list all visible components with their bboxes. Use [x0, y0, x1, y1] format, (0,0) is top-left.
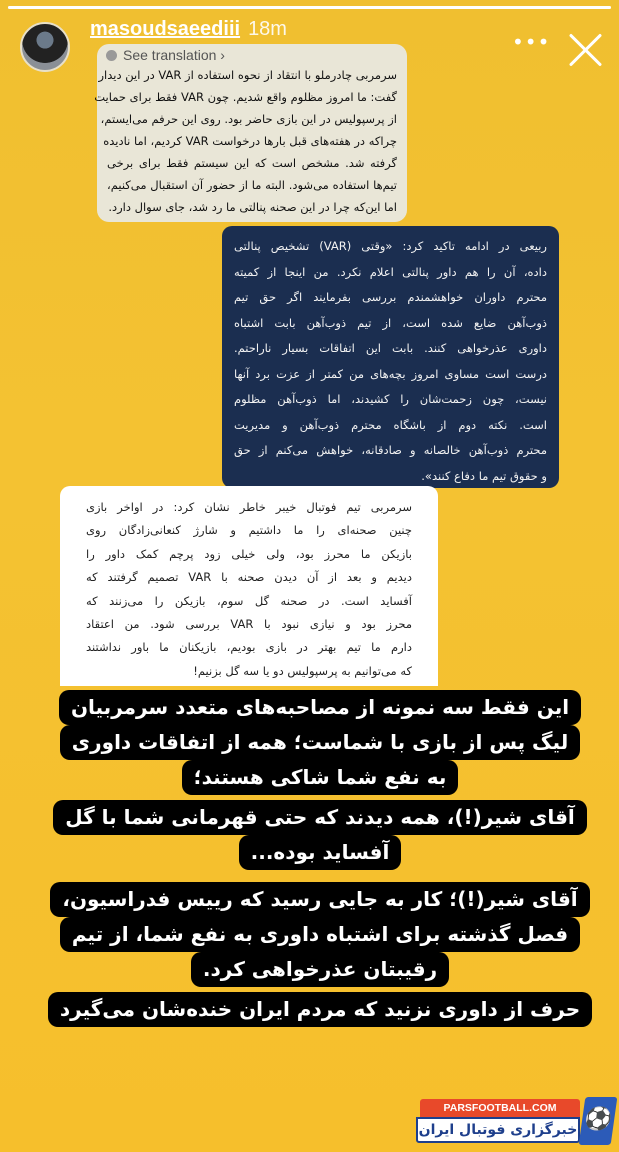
text-line: تیم‌ها استفاده می‌شود. البته ما از حضور آن استقبال می‌کنیم، — [107, 178, 397, 192]
text-line: به نفع شما شاکی هستند؛ — [182, 760, 459, 795]
caption-4 — [40, 992, 600, 1027]
text-line: این فقط سه نمونه از مصاحبه‌های متعدد سرمربیان — [59, 690, 581, 725]
story-time: 18m — [248, 18, 287, 40]
text-line: سرمربی چادرملو با انتقاد از نحوه استفاده از VAR در این دیدار — [98, 68, 397, 82]
text-line: چراکه در هفته‌های قبل بارها درخواست VAR کردیم، اما نادیده — [103, 134, 397, 148]
text-line: حرف از داوری نزنید که مردم ایران خنده‌شان می‌گیرد — [48, 992, 592, 1027]
text-line: آقای شیر(!)؛ کار به جایی رسید که رییس فدراسیون، — [50, 882, 589, 917]
username-link[interactable]: masoudsaeediii — [90, 18, 241, 40]
story-progress-bar — [8, 6, 611, 9]
text-line: که می‌توانیم به پرسپولیس دو یا سه گل بزنیم! — [193, 663, 412, 678]
caption-2 — [40, 800, 600, 870]
text-line: سرمربی تیم فوتبال خیبر خاطر نشان کرد: در اواخر بازی — [86, 500, 412, 514]
text-line: اما این‌که چرا در این صحنه پنالتی ما رد شد، جای سوال دارد. — [108, 200, 397, 214]
see-translation-label: See translation — [123, 47, 217, 63]
watermark-site: PARSFOOTBALL.COM — [420, 1099, 580, 1117]
footballer-icon: ⚽ — [579, 1097, 618, 1145]
see-translation-button[interactable]: See translation › — [106, 46, 225, 64]
text-line: آقای شیر(!)، همه دیدند که حتی قهرمانی شما با گل — [53, 800, 587, 835]
text-line: آفساید است. در صحنه گل سوم، بازیکن را می‌زنند که — [86, 593, 412, 608]
text-line: دارم ما تیم بهتر در بازی بودیم، بازیکنان ما باور نداشتند — [86, 640, 412, 655]
translate-icon — [106, 50, 117, 61]
caption-3 — [40, 882, 600, 987]
more-horizontal-icon[interactable]: ••• — [512, 30, 551, 54]
caption-1 — [40, 690, 600, 795]
text-line: رقیبتان عذرخواهی کرد. — [191, 952, 449, 987]
quote-box-chadormalu — [94, 44, 407, 222]
watermark-tagline: خبرگزاری فوتبال ایران — [416, 1117, 580, 1143]
text-line: گرفته شد. مشخص است که این سیستم فقط برای برخی — [107, 156, 397, 170]
text-line: ربیعی در ادامه تاکید کرد: «وقتی (VAR) تشخیص پنالتی — [234, 239, 547, 253]
avatar[interactable] — [20, 22, 70, 72]
parsfootball-watermark — [414, 1097, 614, 1147]
text-line: و حقوق تیم ما دفاع کنند». — [421, 468, 547, 483]
text-line: محترم ذوب‌آهن خالصانه و صادقانه، خواهش می‌کنم از حق — [234, 443, 547, 457]
text-line: است. نکته دوم از باشگاه محترم ذوب‌آهن و مدیریت — [234, 417, 547, 432]
text-line: از پرسپولیس در این بازی حاضر بود. روی این حرفم می‌ایستم، — [100, 112, 397, 126]
text-line: آفساید بوده... — [239, 835, 402, 870]
text-line: محترم داوران خواهشمندم بررسی بفرمایند اگر حق تیم — [234, 290, 547, 304]
close-icon[interactable] — [568, 32, 604, 68]
text-line: داده، آن را هم داور پنالتی اعلام نکرد. من اینجا از کمیته — [234, 264, 547, 279]
text-line: بازیکن ما محرز بود، ولی خیلی زود پرچم کمک داور را — [86, 546, 412, 561]
quote-box-zobahan — [222, 226, 559, 488]
quote-box-kheibar — [60, 486, 438, 686]
text-line: دیدیم و بعد از آن دیدن صحنه با VAR تصمیم گرفتند که — [86, 570, 412, 585]
text-line: داوری عذرخواهی کنند. بابت این اتفاقات بسیار ناراحتم. — [234, 341, 547, 355]
text-line: محرز بود و نیازی نبود با VAR بررسی شود. من اعتقاد — [86, 617, 412, 632]
text-line: نیست، چون زحمت‌شان را کشیدند، اما ذوب‌آهن مظلوم — [234, 392, 547, 406]
text-line: گفت: ما امروز مظلوم واقع شدیم. چون VAR فقط برای حمایت — [94, 90, 397, 104]
story-progress-fill — [8, 6, 611, 9]
text-line: درست است مساوی امروز بچه‌های من کمتر از عزت برد آنها — [234, 366, 547, 381]
text-line: فصل گذشته برای اشتباه داوری به نفع شما، از تیم — [60, 917, 580, 952]
text-line: ذوب‌آهن ضایع شده است، از تیم ذوب‌آهن بابت اشتباه — [234, 315, 547, 330]
story-header — [90, 18, 287, 41]
text-line: لیگ پس از بازی با شماست؛ همه از اتفاقات داوری — [60, 725, 580, 760]
text-line: چنین صحنه‌ای را ما داشتیم و شارژ کنعانی‌زادگان روی — [86, 523, 412, 538]
